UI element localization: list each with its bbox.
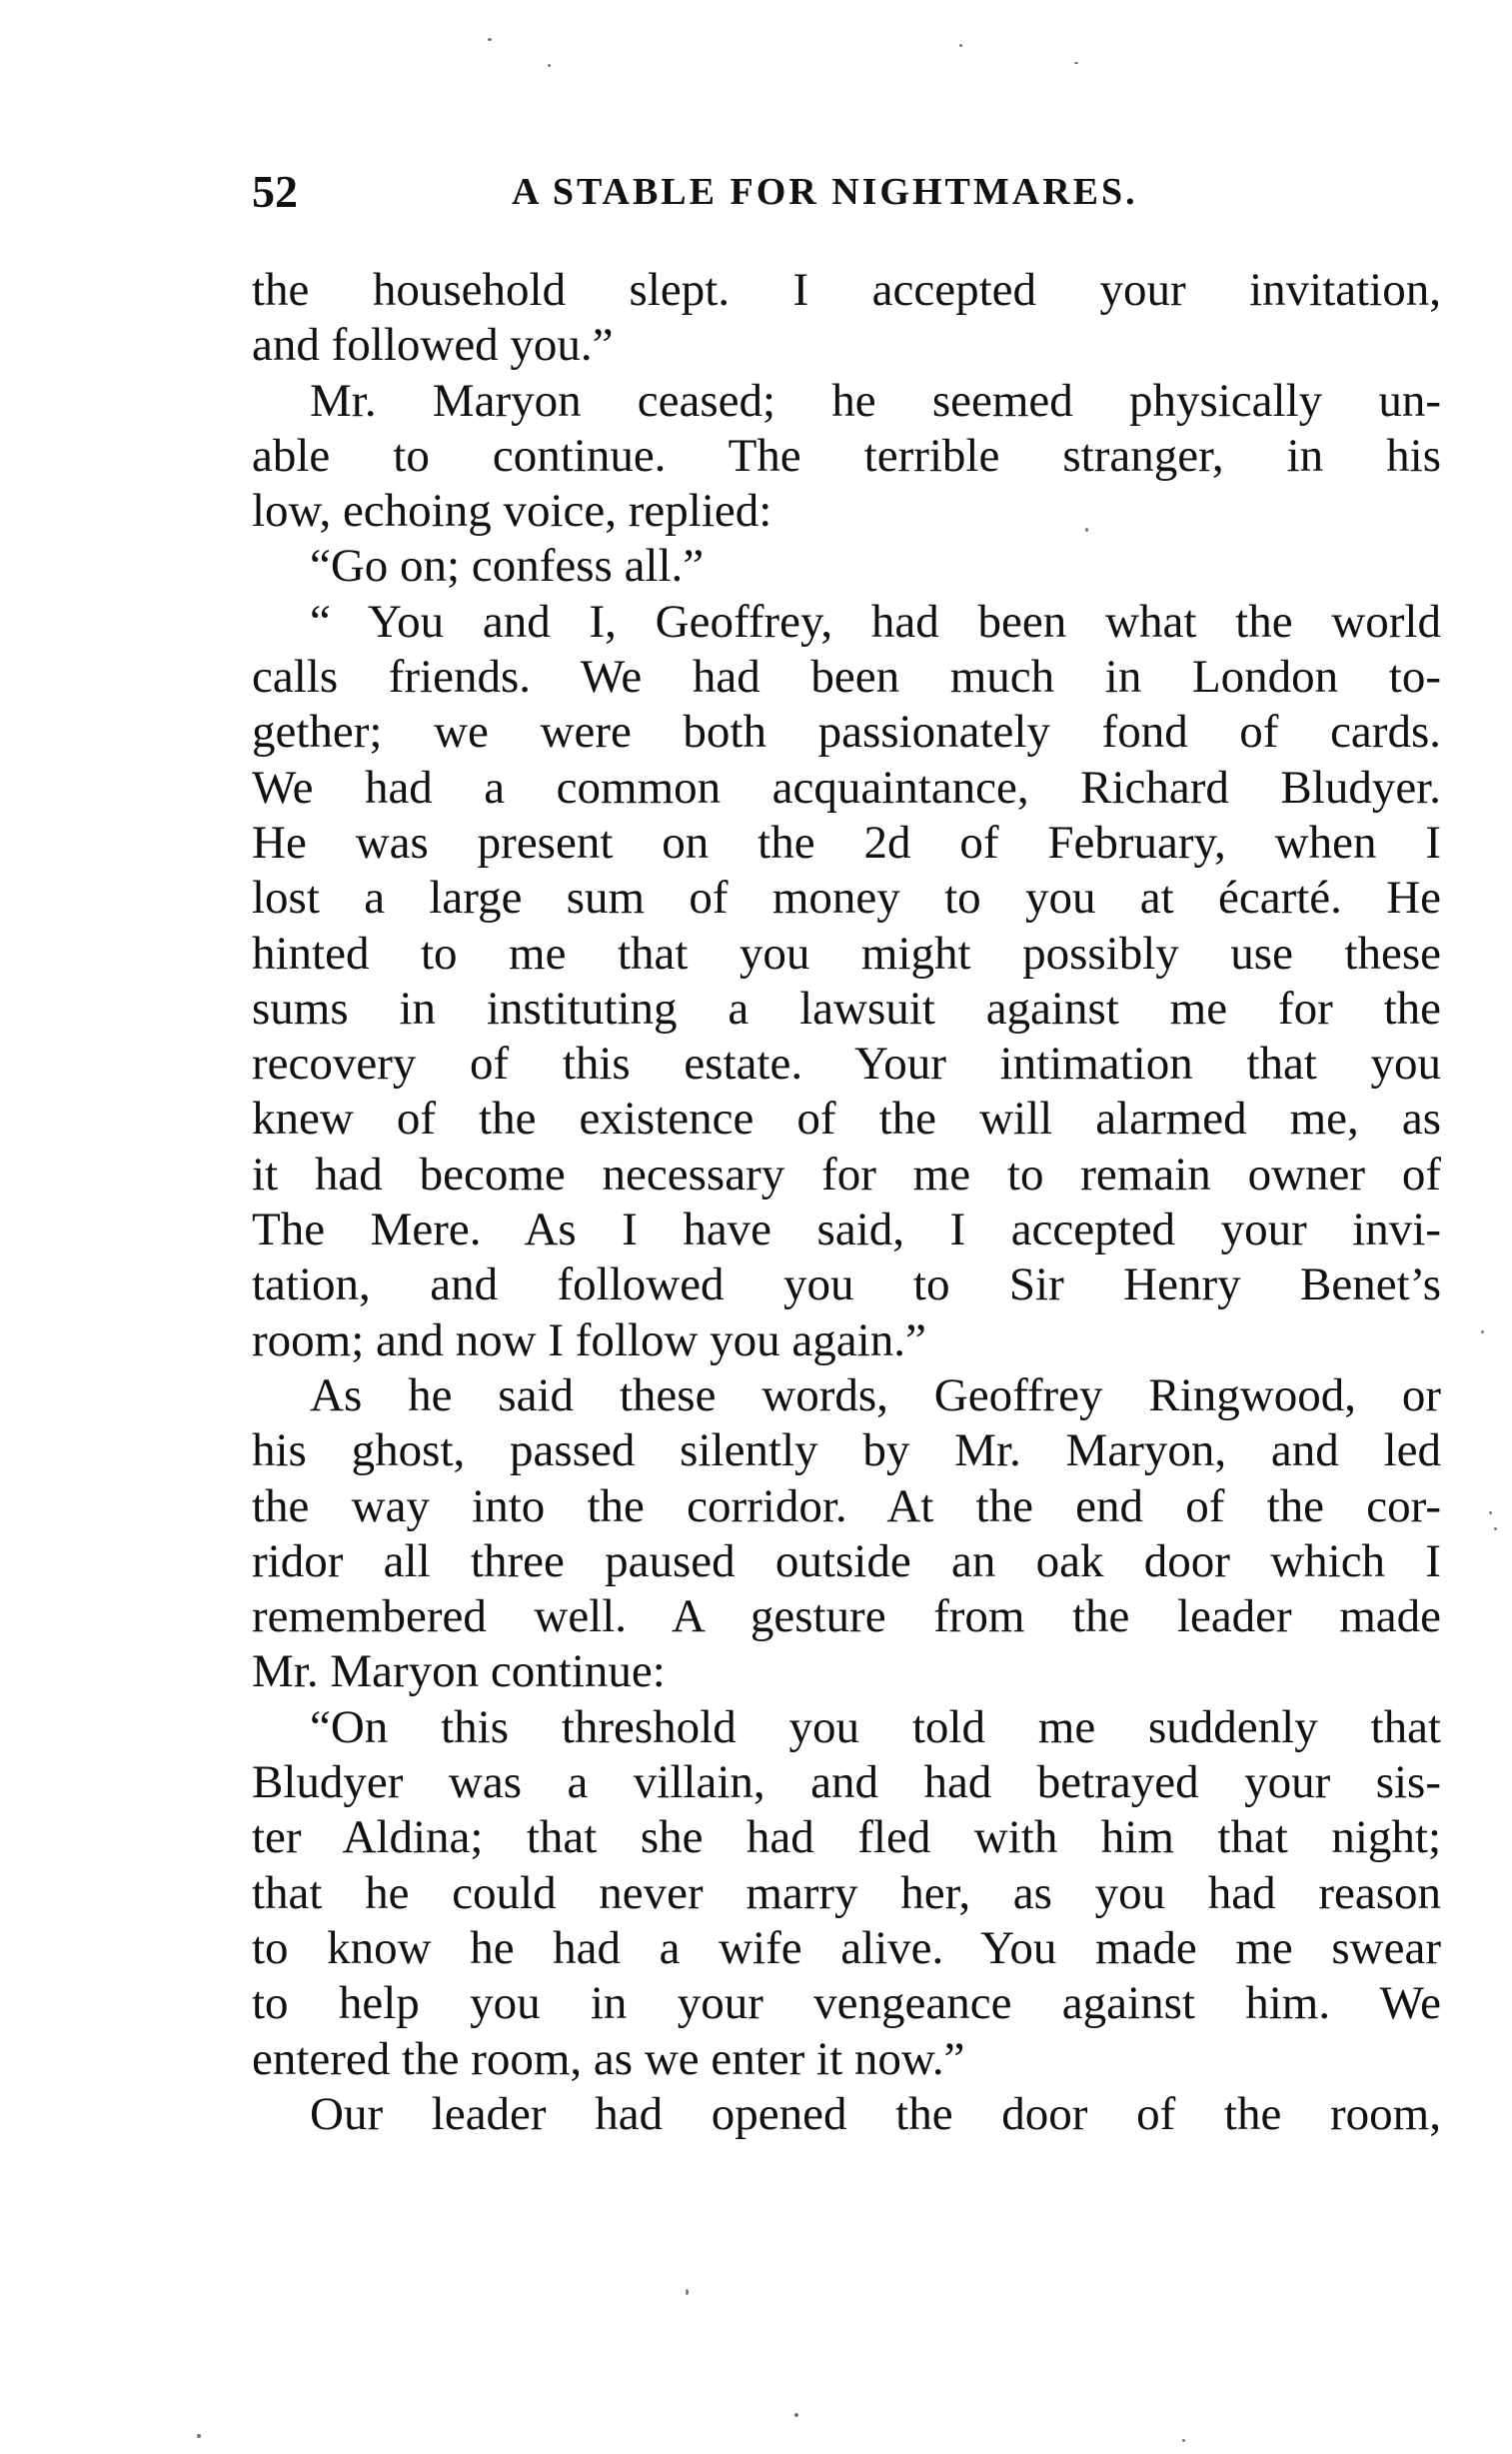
text-line: Mr. Maryon ceased; he seemed physically un- <box>310 374 1441 427</box>
text-line: ridor all three paused outside an oak door which I <box>252 1534 1441 1587</box>
text-line: entered the room, as we enter it now.” <box>252 2032 965 2085</box>
text-line: “ You and I, Geoffrey, had been what the world <box>310 595 1441 648</box>
text-line: He was present on the 2d of February, when I <box>252 816 1441 869</box>
scan-speck <box>959 44 962 47</box>
scan-speck <box>1182 2439 1185 2442</box>
text-line: knew of the existence of the will alarmed me, as <box>252 1093 1441 1146</box>
text-line: low, echoing voice, replied: <box>252 485 772 538</box>
text-line: and followed you.” <box>252 319 614 372</box>
scan-speck <box>548 64 551 67</box>
text-line: that he could never marry her, as you had reason <box>252 1866 1441 1919</box>
text-line: it had become necessary for me to remain owner of <box>252 1148 1441 1201</box>
running-title: A STABLE FOR NIGHTMARES. <box>512 171 1138 213</box>
text-line: “On this threshold you told me suddenly that <box>310 1700 1441 1753</box>
text-line: Our leader had opened the door of the room, <box>310 2087 1441 2140</box>
text-line: As he said these words, Geoffrey Ringwood, or <box>310 1368 1441 1421</box>
text-line: room; and now I follow you again.” <box>252 1313 926 1366</box>
text-line: to help you in your vengeance against him. We <box>252 1977 1441 2030</box>
text-line: lost a large sum of money to you at écarté. He <box>252 872 1441 925</box>
text-line: The Mere. As I have said, I accepted your invi- <box>252 1204 1441 1256</box>
scan-speck <box>197 2434 201 2438</box>
scan-speck <box>1074 62 1078 64</box>
text-line: the way into the corridor. At the end of the cor- <box>252 1479 1441 1532</box>
scan-speck <box>794 2413 798 2417</box>
text-line: hinted to me that you might possibly use these <box>252 927 1441 980</box>
scan-speck <box>1494 1527 1497 1530</box>
scan-speck <box>1489 1511 1492 1514</box>
text-line: his ghost, passed silently by Mr. Maryon, and led <box>252 1424 1441 1477</box>
text-line: calls friends. We had been much in London to- <box>252 651 1441 704</box>
text-line: to know he had a wife alive. You made me swear <box>252 1921 1441 1974</box>
text-line: able to continue. The terrible stranger, in his <box>252 429 1441 482</box>
running-head <box>252 162 1441 222</box>
text-line: gether; we were both passionately fond of cards. <box>252 706 1441 759</box>
page-number: 52 <box>252 166 298 217</box>
body-text <box>252 263 1441 2142</box>
text-line: ter Aldina; that she had fled with him that night; <box>252 1811 1441 1864</box>
text-line: remembered well. A gesture from the leader made <box>252 1590 1441 1643</box>
text-line: Bludyer was a villain, and had betrayed your sis- <box>252 1756 1441 1809</box>
text-line: Mr. Maryon continue: <box>252 1645 666 1698</box>
scan-speck <box>686 2289 689 2295</box>
text-line: the household slept. I accepted your invitation, <box>252 264 1441 316</box>
text-line: tation, and followed you to Sir Henry Benet’s <box>252 1258 1441 1311</box>
scan-speck <box>1481 1330 1484 1333</box>
text-line: sums in instituting a lawsuit against me for the <box>252 982 1441 1035</box>
text-line: “Go on; confess all.” <box>310 540 705 593</box>
scan-speck <box>1085 528 1088 532</box>
text-line: We had a common acquaintance, Richard Bludyer. <box>252 761 1441 814</box>
scan-speck <box>488 38 492 41</box>
text-line: recovery of this estate. Your intimation that you <box>252 1038 1441 1091</box>
